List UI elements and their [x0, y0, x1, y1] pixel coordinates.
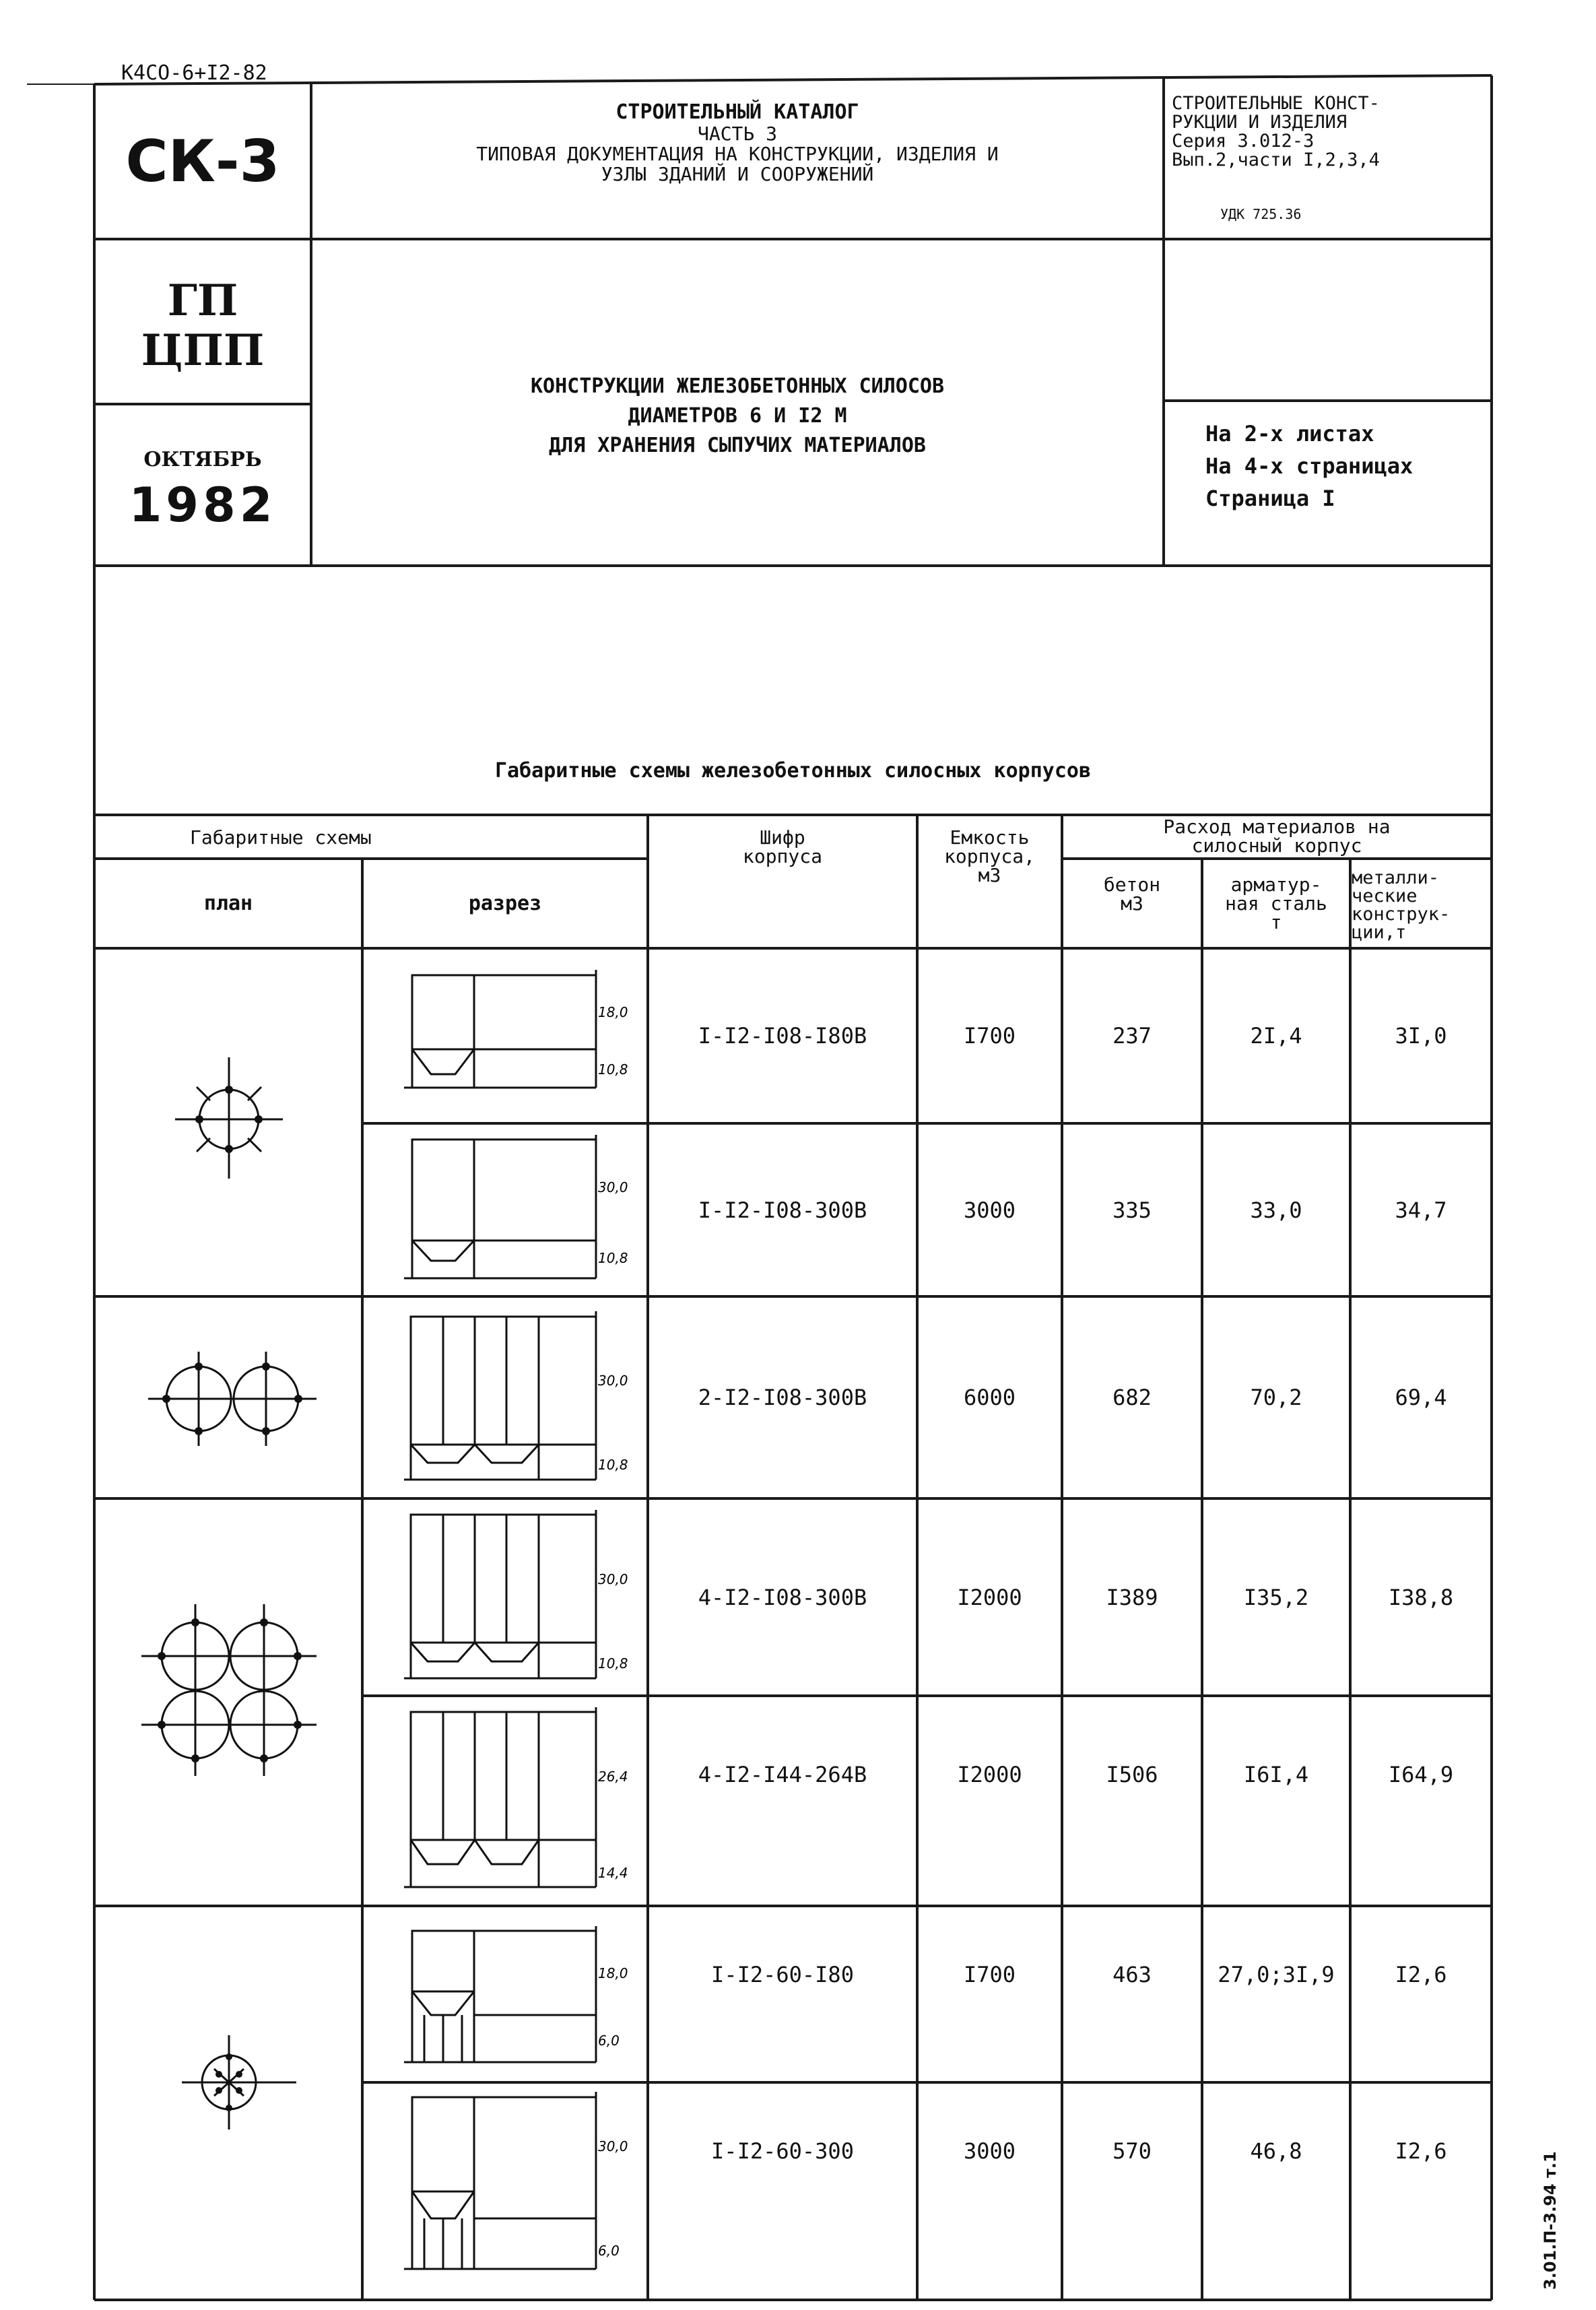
col-plan: план	[203, 892, 253, 915]
title-line-3: ДЛЯ ХРАНЕНИЯ СЫПУЧИХ МАТЕРИАЛОВ	[549, 434, 926, 457]
side-stamp: 3.01.П-3.94 т.1	[1541, 2151, 1560, 2290]
col-consumption	[1063, 818, 1490, 855]
col-steel-line-2: ная сталь	[1225, 892, 1327, 915]
col-section: разрез	[468, 892, 542, 915]
section-drawing-row-6	[364, 1907, 646, 2082]
col-steel	[1203, 873, 1349, 933]
table-title: Габаритные схемы железобетонных силосных корпусов	[494, 759, 1091, 783]
row-1-metal: 3I,0	[1395, 1023, 1447, 1049]
row-1-concrete: 237	[1112, 1023, 1152, 1049]
col-capacity-line-3: м3	[978, 864, 1001, 886]
row-7-code: I-I2-60-300	[711, 2138, 854, 2164]
col-capacity-line-2: корпуса,	[944, 845, 1035, 867]
row-4-concrete: I389	[1106, 1584, 1158, 1610]
col-capacity	[919, 828, 1061, 885]
sheets-line-2: На 4-х страницах	[1205, 453, 1414, 479]
section-1-dim-top: 18,0	[598, 1004, 628, 1020]
section-drawing-row-3	[364, 1298, 646, 1497]
issue-year: 1982	[129, 477, 277, 533]
section-drawing-row-5	[364, 1697, 646, 1906]
row-7-steel: 46,8	[1250, 2138, 1302, 2164]
series-line-4: Вып.2,части I,2,3,4	[1172, 150, 1380, 170]
col-metal-line-3: конструк-	[1352, 904, 1451, 925]
row-6-capacity: I700	[963, 1962, 1016, 1987]
section-6-dim-top: 18,0	[598, 1965, 628, 1981]
section-4-dim-top: 30,0	[598, 1571, 628, 1587]
row-6-concrete: 463	[1112, 1962, 1152, 1987]
sheets-info	[1205, 418, 1488, 515]
col-steel-line-3: т	[1270, 911, 1282, 933]
col-consumption-line-2: силосный корпус	[1191, 834, 1362, 857]
plan-single-silo-12m	[94, 950, 362, 1296]
section-drawing-row-7	[364, 2084, 646, 2299]
row-5-concrete: I506	[1106, 1762, 1158, 1787]
catalog-line-2: ЧАСТЬ 3	[697, 123, 777, 145]
section-4-dim-bottom: 10,8	[598, 1655, 628, 1672]
section-drawing-row-4	[364, 1500, 646, 1694]
section-3-dim-bottom: 10,8	[598, 1457, 628, 1473]
section-2-dim-top: 30,0	[598, 1179, 628, 1195]
col-metal	[1352, 869, 1490, 942]
title-line-1: КОНСТРУКЦИИ ЖЕЛЕЗОБЕТОННЫХ СИЛОСОВ	[530, 374, 945, 398]
row-3-capacity: 6000	[963, 1385, 1016, 1410]
org-line-2: ЦПП	[141, 325, 265, 376]
section-1-dim-bottom: 10,8	[598, 1061, 628, 1078]
row-1-code: I-I2-I08-I80B	[698, 1023, 867, 1049]
catalog-line-3: ТИПОВАЯ ДОКУМЕНТАЦИЯ НА КОНСТРУКЦИИ, ИЗДЕЛИЯ И	[476, 143, 999, 165]
document-code: К4СО-6+I2-82	[121, 61, 267, 85]
col-code-line-1: Шифр	[760, 826, 805, 849]
row-2-metal: 34,7	[1395, 1197, 1447, 1223]
row-2-concrete: 335	[1112, 1197, 1152, 1223]
col-concrete	[1063, 873, 1201, 915]
title-line-2: ДИАМЕТРОВ 6 И I2 М	[628, 404, 847, 428]
col-consumption-line-1: Расход материалов на	[1163, 816, 1391, 838]
catalog-line-1: СТРОИТЕЛЬНЫЙ КАТАЛОГ	[616, 100, 859, 124]
row-4-capacity: I2000	[957, 1584, 1022, 1610]
row-1-steel: 2I,4	[1250, 1023, 1302, 1049]
row-5-code: 4-I2-I44-264B	[698, 1762, 867, 1787]
plan-four-silos-12m	[94, 1500, 362, 1906]
row-3-steel: 70,2	[1250, 1385, 1302, 1410]
section-5-dim-bottom: 14,4	[598, 1865, 628, 1881]
series-line-2: РУКЦИИ И ИЗДЕЛИЯ	[1172, 112, 1348, 133]
col-steel-line-1: арматур-	[1230, 873, 1322, 896]
plan-two-silos-12m	[94, 1298, 362, 1498]
row-6-metal: I2,6	[1395, 1962, 1447, 1987]
col-metal-line-2: ческие	[1352, 886, 1418, 906]
section-7-dim-top: 30,0	[598, 2138, 628, 2154]
section-7-dim-bottom: 6,0	[598, 2243, 620, 2259]
row-5-metal: I64,9	[1388, 1762, 1454, 1787]
issue-month: ОКТЯБРЬ	[143, 448, 262, 471]
series-block	[1172, 94, 1488, 170]
row-1-capacity: I700	[963, 1023, 1016, 1049]
document-title	[317, 372, 1158, 461]
row-7-capacity: 3000	[963, 2138, 1016, 2164]
row-2-capacity: 3000	[963, 1197, 1016, 1223]
row-3-metal: 69,4	[1395, 1385, 1447, 1410]
row-7-concrete: 570	[1112, 2138, 1152, 2164]
col-code-line-2: корпуса	[742, 845, 822, 867]
col-capacity-line-1: Емкость	[950, 826, 1030, 849]
section-6-dim-bottom: 6,0	[598, 2033, 620, 2049]
row-6-steel: 27,0;3I,9	[1218, 1962, 1335, 1987]
row-2-code: I-I2-I08-300B	[698, 1197, 867, 1223]
sk-mark: СК-3	[125, 128, 280, 195]
catalog-title	[317, 101, 1158, 185]
plan-single-silo-6m	[94, 1907, 362, 2300]
col-code	[649, 828, 916, 866]
row-7-metal: I2,6	[1395, 2138, 1447, 2164]
col-concrete-line-2: м3	[1121, 892, 1143, 915]
row-2-steel: 33,0	[1250, 1197, 1302, 1223]
col-concrete-line-1: бетон	[1103, 873, 1161, 896]
org-line-1: ГП	[167, 275, 238, 326]
section-5-dim-top: 26,4	[598, 1769, 628, 1785]
sheets-line-1: На 2-х листах	[1205, 421, 1374, 447]
sheets-line-3: Страница I	[1205, 486, 1335, 511]
row-3-code: 2-I2-I08-300B	[698, 1385, 867, 1410]
catalog-line-4: УЗЛЫ ЗДАНИЙ И СООРУЖЕНИЙ	[601, 163, 874, 185]
section-drawing-row-1	[364, 950, 646, 1122]
row-4-code: 4-I2-I08-300B	[698, 1584, 867, 1610]
row-4-metal: I38,8	[1388, 1584, 1454, 1610]
section-3-dim-top: 30,0	[598, 1373, 628, 1389]
col-metal-line-1: металли-	[1352, 867, 1440, 888]
organization	[96, 276, 310, 376]
row-5-steel: I6I,4	[1243, 1762, 1309, 1787]
row-5-capacity: I2000	[957, 1762, 1022, 1787]
section-2-dim-bottom: 10,8	[598, 1250, 628, 1266]
udk-code: УДК 725.36	[1220, 206, 1302, 222]
col-metal-line-4: ции,т	[1352, 922, 1407, 943]
row-6-code: I-I2-60-I80	[711, 1962, 854, 1987]
section-drawing-row-2	[364, 1125, 646, 1295]
series-line-3: Серия 3.012-3	[1172, 131, 1315, 152]
col-schemes: Габаритные схемы	[190, 826, 372, 849]
series-line-1: СТРОИТЕЛЬНЫЕ КОНСТ-	[1172, 93, 1380, 114]
row-3-concrete: 682	[1112, 1385, 1152, 1410]
row-4-steel: I35,2	[1243, 1584, 1309, 1610]
